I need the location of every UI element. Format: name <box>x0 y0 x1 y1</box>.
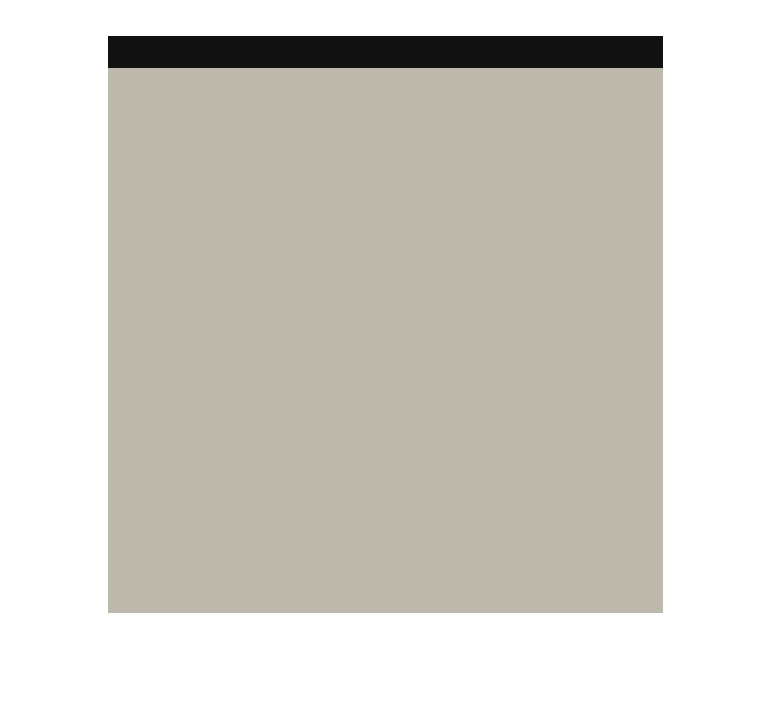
infographic <box>108 36 663 613</box>
chart-canvas <box>108 36 663 613</box>
